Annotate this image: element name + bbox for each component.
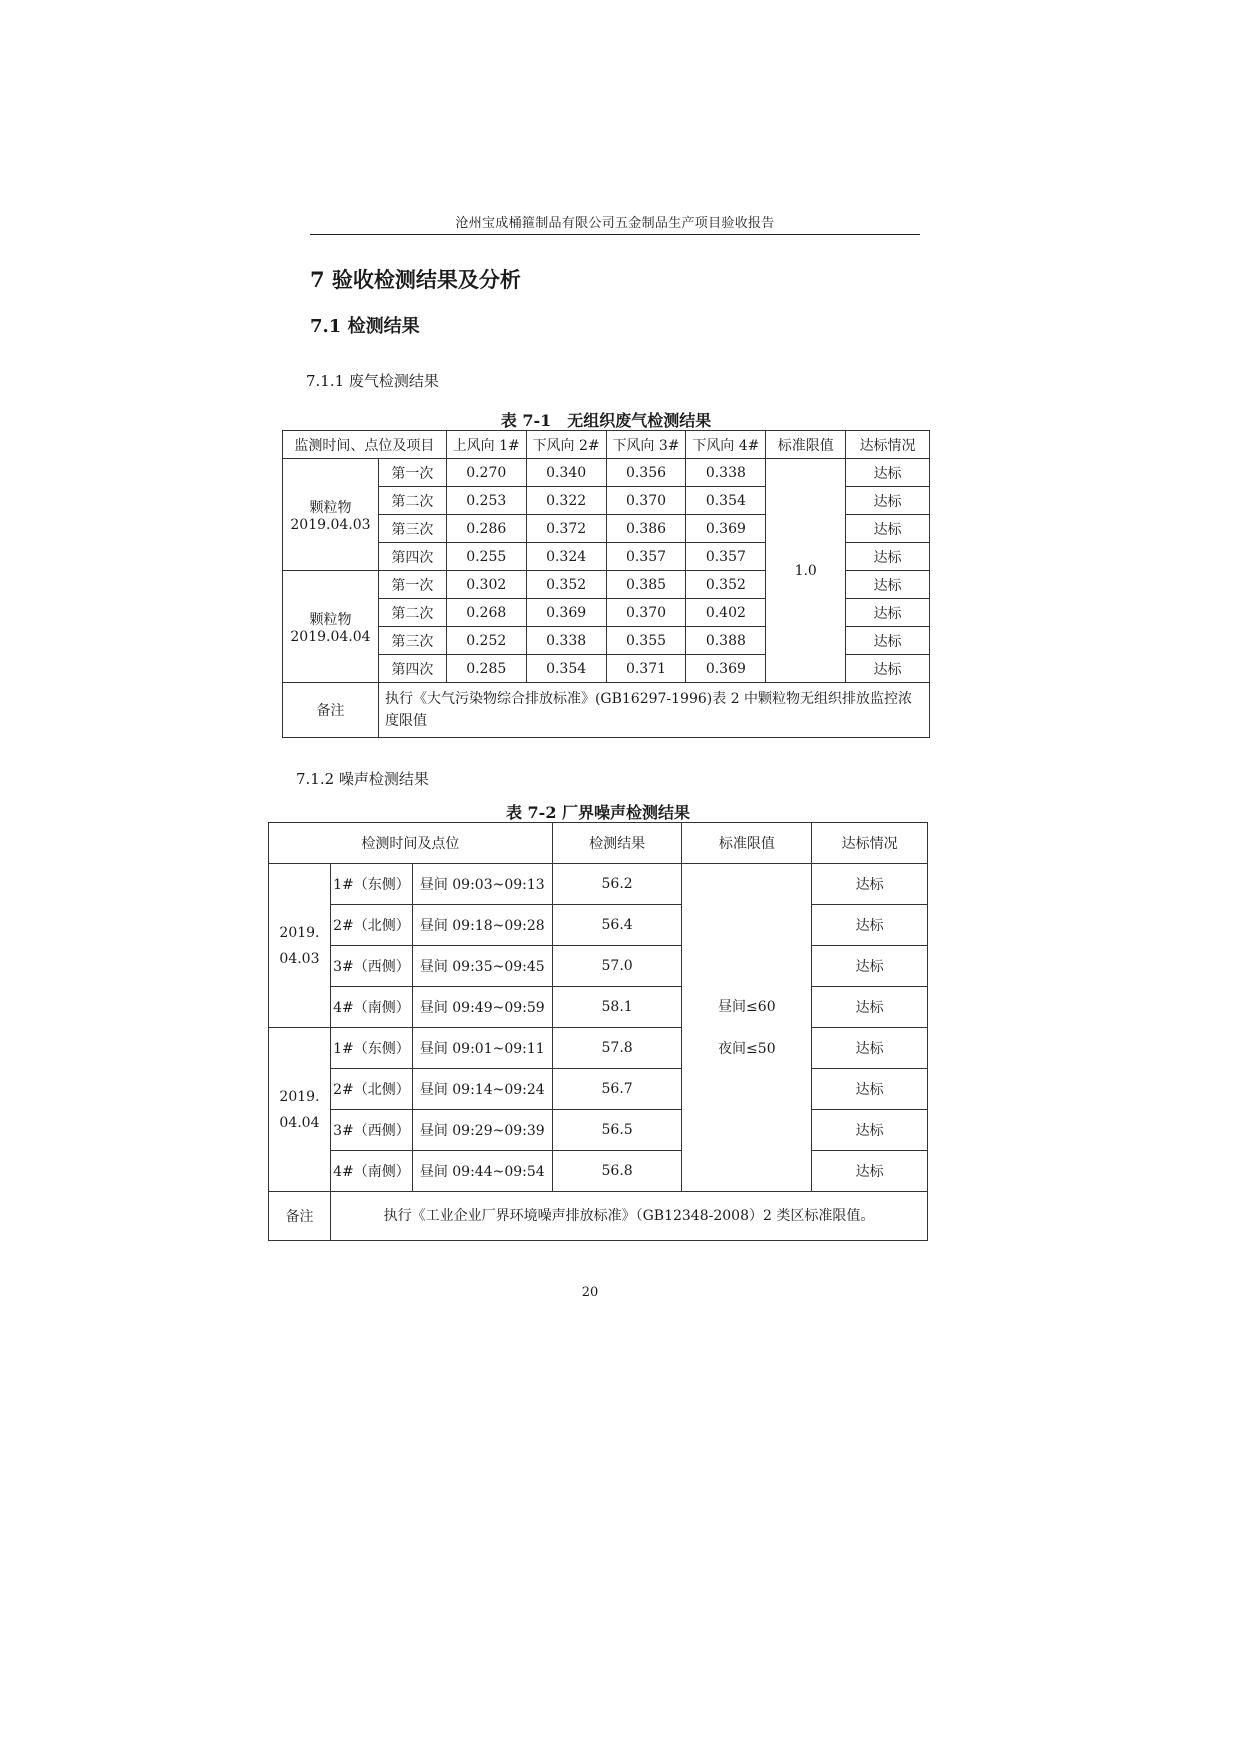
limit-day: 昼间≤60 [718,998,776,1015]
value-cell: 0.286 [446,515,526,543]
value-cell: 0.270 [446,459,526,487]
result-cell: 57.8 [552,1028,682,1069]
point-cell: 2#（北侧） [330,1069,412,1110]
page-number: 20 [581,1285,599,1300]
sub-subsection-heading-noise: 7.1.2 噪声检测结果 [296,770,429,788]
header-cell: 下风向 3# [606,431,686,459]
value-cell: 0.253 [446,487,526,515]
value-cell: 0.354 [686,487,766,515]
value-cell: 0.324 [526,543,606,571]
table2-caption: 表 7-2 厂界噪声检测结果 [505,803,691,822]
table-header-row [269,823,928,864]
round-cell: 第二次 [378,487,446,515]
limit-cell [682,864,812,1192]
header-cell: 上风向 1# [446,431,526,459]
point-cell: 4#（南侧） [330,1151,412,1192]
status-cell: 达标 [846,571,930,599]
value-cell: 0.372 [526,515,606,543]
group-date-cell: 2019. 04.04 [269,1028,331,1192]
value-cell: 0.252 [446,627,526,655]
status-cell: 达标 [846,627,930,655]
point-cell: 2#（北侧） [330,905,412,946]
status-cell: 达标 [846,515,930,543]
table-row [269,1151,928,1192]
value-cell: 0.285 [446,655,526,683]
noise-results-table [268,822,928,1241]
value-cell: 0.356 [606,459,686,487]
result-cell: 56.2 [552,864,682,905]
value-cell: 0.352 [526,571,606,599]
value-cell: 0.255 [446,543,526,571]
value-cell: 0.388 [686,627,766,655]
status-cell: 达标 [812,1069,928,1110]
header-cell: 标准限值 [682,823,812,864]
header-cell: 达标情况 [812,823,928,864]
status-cell: 达标 [846,459,930,487]
header-rule [310,234,920,235]
table-header-row [283,431,930,459]
point-cell: 1#（东侧） [330,864,412,905]
result-cell: 56.8 [552,1151,682,1192]
table-row [269,905,928,946]
result-cell: 56.7 [552,1069,682,1110]
table-row [269,864,928,905]
time-cell: 昼间 09:35~09:45 [412,946,552,987]
round-cell: 第三次 [378,627,446,655]
note-label-cell: 备注 [269,1192,331,1241]
sub-subsection-heading-exhaust: 7.1.1 废气检测结果 [306,372,439,390]
table-row [269,1069,928,1110]
header-cell: 监测时间、点位及项目 [283,431,447,459]
table-row [269,987,928,1028]
value-cell: 0.354 [526,655,606,683]
round-cell: 第一次 [378,459,446,487]
status-cell: 达标 [812,987,928,1028]
exhaust-results-table [282,430,930,738]
status-cell: 达标 [812,1028,928,1069]
value-cell: 0.370 [606,599,686,627]
result-cell: 57.0 [552,946,682,987]
table-row [269,1028,928,1069]
value-cell: 0.268 [446,599,526,627]
value-cell: 0.338 [686,459,766,487]
value-cell: 0.371 [606,655,686,683]
table-row [269,1110,928,1151]
group-item: 颗粒物 [309,611,352,628]
value-cell: 0.302 [446,571,526,599]
round-cell: 第三次 [378,515,446,543]
result-cell: 58.1 [552,987,682,1028]
point-cell: 3#（西侧） [330,946,412,987]
time-cell: 昼间 09:18~09:28 [412,905,552,946]
note-cell: 执行《大气污染物综合排放标准》(GB16297-1996)表 2 中颗粒物无组织排放监控浓度限值 [378,683,929,738]
status-cell: 达标 [846,655,930,683]
time-cell: 昼间 09:03~09:13 [412,864,552,905]
header-cell: 下风向 4# [686,431,766,459]
header-cell: 检测时间及点位 [269,823,553,864]
group-item: 颗粒物 [309,499,352,516]
note-row [269,1192,928,1241]
group-date: 2019.04.04 [290,628,371,645]
group-label-cell [283,459,379,571]
header-cell: 达标情况 [846,431,930,459]
status-cell: 达标 [846,487,930,515]
note-row [283,683,930,738]
running-header: 沧州宝成桶箍制品有限公司五金制品生产项目验收报告 [455,216,775,231]
value-cell: 0.402 [686,599,766,627]
note-label-cell: 备注 [283,683,379,738]
table1-caption: 表 7-1 无组织废气检测结果 [500,411,712,430]
status-cell: 达标 [812,1151,928,1192]
status-cell: 达标 [812,946,928,987]
time-cell: 昼间 09:44~09:54 [412,1151,552,1192]
group-date-cell: 2019. 04.03 [269,864,331,1028]
header-cell: 下风向 2# [526,431,606,459]
limit-night: 夜间≤50 [718,1040,776,1057]
value-cell: 0.386 [606,515,686,543]
value-cell: 0.338 [526,627,606,655]
status-cell: 达标 [846,543,930,571]
round-cell: 第四次 [378,543,446,571]
table-row [283,459,930,487]
round-cell: 第二次 [378,599,446,627]
note-cell: 执行《工业企业厂界环境噪声排放标准》（GB12348-2008）2 类区标准限值。 [330,1192,927,1241]
point-cell: 3#（西侧） [330,1110,412,1151]
time-cell: 昼间 09:29~09:39 [412,1110,552,1151]
point-cell: 1#（东侧） [330,1028,412,1069]
time-cell: 昼间 09:49~09:59 [412,987,552,1028]
value-cell: 0.357 [606,543,686,571]
result-cell: 56.4 [552,905,682,946]
value-cell: 0.370 [606,487,686,515]
value-cell: 0.369 [686,655,766,683]
group-label-cell [283,571,379,683]
header-cell: 检测结果 [552,823,682,864]
status-cell: 达标 [812,1110,928,1151]
status-cell: 达标 [812,864,928,905]
time-cell: 昼间 09:01~09:11 [412,1028,552,1069]
value-cell: 0.369 [526,599,606,627]
section-heading: 7 验收检测结果及分析 [310,267,521,292]
value-cell: 0.352 [686,571,766,599]
value-cell: 0.355 [606,627,686,655]
subsection-heading: 7.1 检测结果 [310,316,420,337]
value-cell: 0.369 [686,515,766,543]
table-row [269,946,928,987]
point-cell: 4#（南侧） [330,987,412,1028]
round-cell: 第四次 [378,655,446,683]
value-cell: 0.385 [606,571,686,599]
result-cell: 56.5 [552,1110,682,1151]
status-cell: 达标 [846,599,930,627]
limit-cell: 1.0 [766,459,846,683]
round-cell: 第一次 [378,571,446,599]
value-cell: 0.322 [526,487,606,515]
time-cell: 昼间 09:14~09:24 [412,1069,552,1110]
status-cell: 达标 [812,905,928,946]
value-cell: 0.340 [526,459,606,487]
value-cell: 0.357 [686,543,766,571]
group-date: 2019.04.03 [290,516,371,533]
header-cell: 标准限值 [766,431,846,459]
